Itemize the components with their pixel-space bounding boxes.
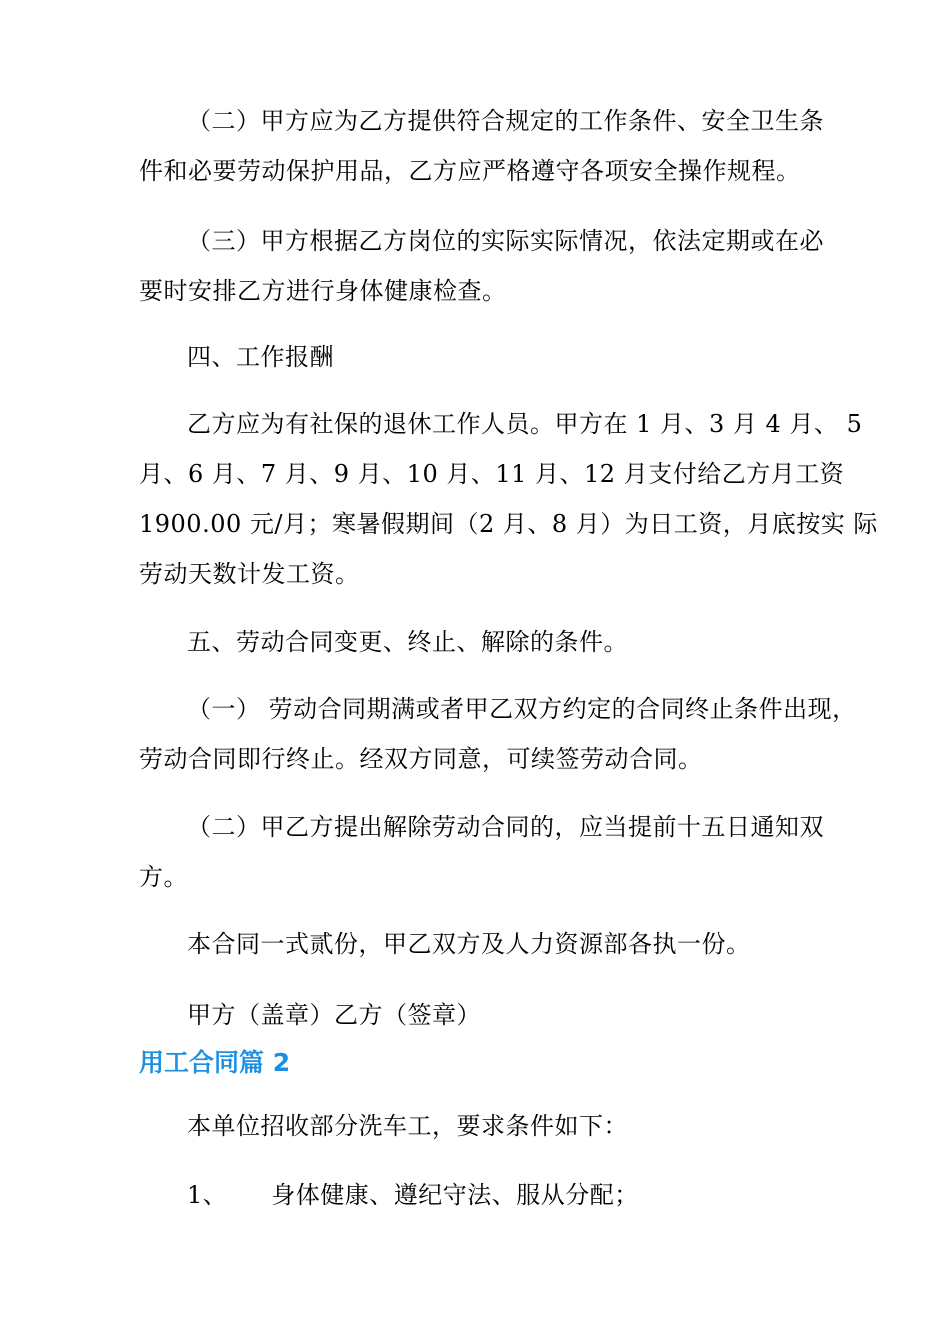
section-title-contract-change: 五、劳动合同变更、终止、解除的条件。 bbox=[187, 628, 628, 656]
paragraph-line: 劳动天数计发工资。 bbox=[139, 560, 360, 588]
paragraph-line: 本单位招收部分洗车工，要求条件如下： bbox=[187, 1112, 628, 1140]
paragraph-line: （二）甲方应为乙方提供符合规定的工作条件、安全卫生条 bbox=[187, 107, 824, 135]
section-title-wages: 四、工作报酬 bbox=[187, 343, 334, 371]
list-item-number: 1、 bbox=[187, 1181, 228, 1209]
paragraph-line: 方。 bbox=[139, 863, 188, 891]
paragraph-line: （一） 劳动合同期满或者甲乙双方约定的合同终止条件出现， bbox=[187, 695, 857, 723]
paragraph-line: 月、6 月、7 月、9 月、10 月、11 月、12 月支付给乙方月工资 bbox=[139, 460, 845, 488]
list-item-text: 身体健康、遵纪守法、服从分配； bbox=[271, 1181, 639, 1209]
paragraph-line: 乙方应为有社保的退休工作人员。甲方在 1 月、3 月 4 月、 5 bbox=[187, 410, 863, 438]
section-heading: 用工合同篇 2 bbox=[139, 1048, 291, 1077]
signature-line: 甲方（盖章）乙方（签章） bbox=[187, 1001, 481, 1029]
list-item bbox=[187, 1180, 639, 1210]
paragraph-line: 劳动合同即行终止。经双方同意，可续签劳动合同。 bbox=[139, 745, 703, 773]
paragraph-line: 要时安排乙方进行身体健康检查。 bbox=[139, 277, 507, 305]
paragraph-line: 件和必要劳动保护用品，乙方应严格遵守各项安全操作规程。 bbox=[139, 157, 801, 185]
paragraph-line: 本合同一式贰份，甲乙双方及人力资源部各执一份。 bbox=[187, 930, 751, 958]
paragraph-line: （二）甲乙方提出解除劳动合同的，应当提前十五日通知双 bbox=[187, 813, 824, 841]
paragraph-line: 1900.00 元/月；寒暑假期间（2 月、8 月）为日工资，月底按实 际 bbox=[139, 510, 878, 538]
paragraph-line: （三）甲方根据乙方岗位的实际实际情况，依法定期或在必 bbox=[187, 227, 824, 255]
